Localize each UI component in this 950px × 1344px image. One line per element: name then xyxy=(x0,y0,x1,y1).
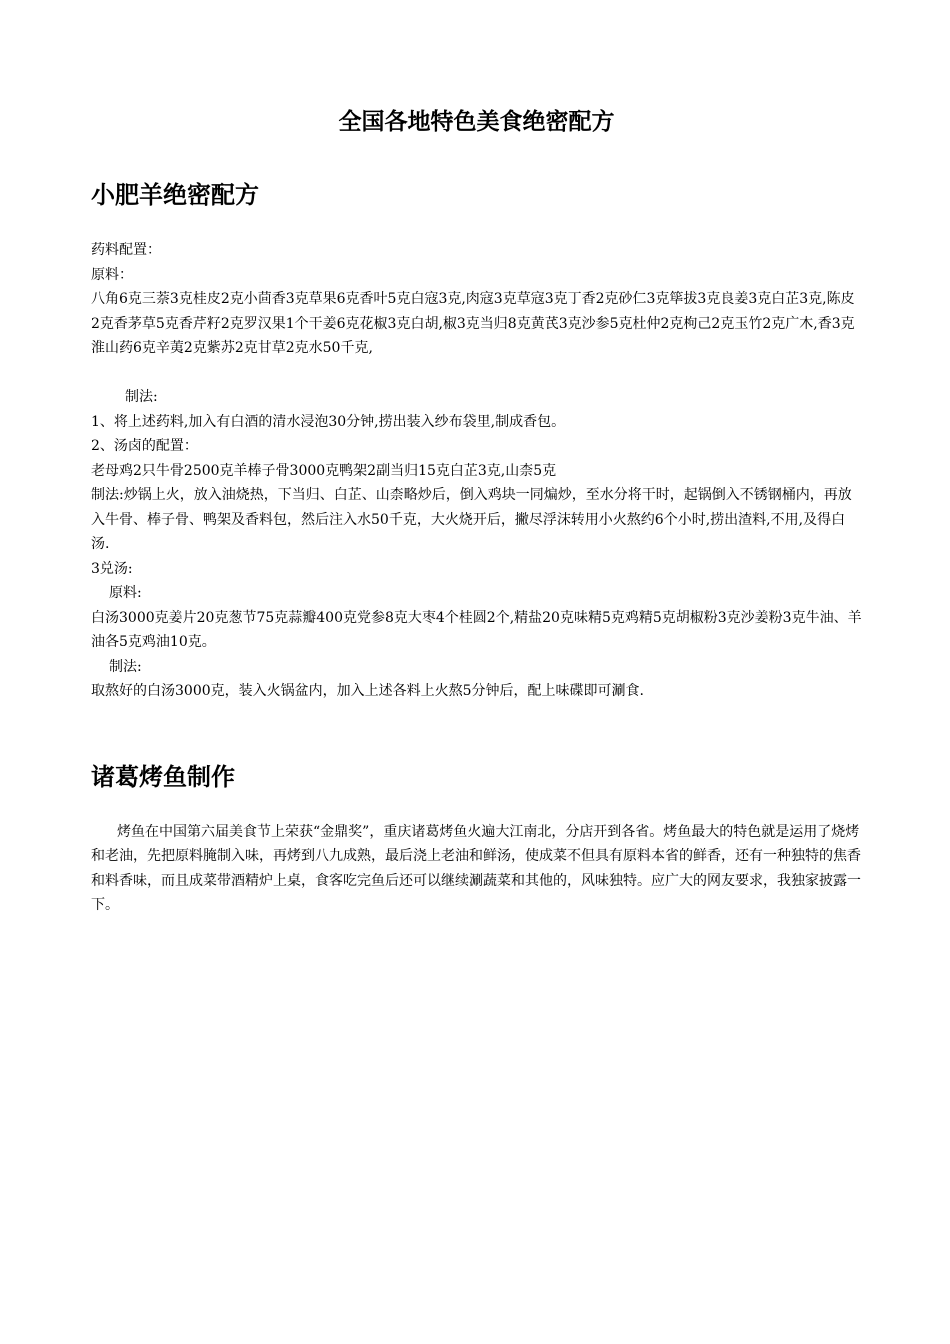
broth-ingredients: 老母鸡2只牛骨2500克羊棒子骨3000克鸭架2副当归15克白芷3克,山柰5克 xyxy=(91,462,557,479)
soup-ingredients-paragraph: 白汤3000克姜片20克葱节75克蒜瓣400克党参8克大枣4个桂圆2个,精盐20克味精5克鸡精5克胡椒粉3克沙姜粉3克牛油、羊油各5克鸡油10克。 xyxy=(91,609,862,650)
soup-method-paragraph: 取熬好的白汤3000克，装入火锅盆内，加入上述各料上火熬5分钟后，配上味碟即可涮食. xyxy=(91,683,644,699)
step-3-title: 3兑汤: xyxy=(91,560,133,577)
grilled-fish-paragraph: 烤鱼在中国第六届美食节上荣获“金鼎奖”，重庆诸葛烤鱼火遍大江南北，分店开到各省。烤鱼最大的特色就是运用了烧烤和老油，先把原料腌制入味，再烤到八九成熟，最后浇上老油和鲜汤，使成菜不但具有原料本省的鲜香，还有一种独特的焦香和料香味，而且成菜带酒精炉上桌，食客吃完鱼后还可以继续涮蔬菜和其他的，风味独特。应广大的网友要求，我独家披露一下。 xyxy=(91,823,861,913)
broth-method-paragraph: 制法:炒锅上火，放入油烧热，下当归、白芷、山柰略炒后，倒入鸡块一同煸炒，至水分将干时，起锅倒入不锈钢桶内，再放入牛骨、棒子骨、鸭架及香料包，然后注入水50千克，大火烧开后，撇尽浮沫转用小火熬约6个小时,捞出渣料,不用,及得白汤. xyxy=(91,487,852,552)
soup-method-label: 制法: xyxy=(109,658,142,675)
section-heading-zhuge-grilled-fish: 诸葛烤鱼制作 xyxy=(91,762,235,791)
section-heading-xiaofeiyang: 小肥羊绝密配方 xyxy=(91,181,259,209)
step-2-title: 2、汤卤的配置： xyxy=(91,438,198,454)
method-label: 制法: xyxy=(125,389,158,405)
line-ingredient-config: 药料配置： xyxy=(91,242,161,258)
step-1: 1、将上述药料,加入有白酒的清水浸泡30分钟,捞出装入纱布袋里,制成香包。 xyxy=(91,413,566,430)
soup-raw-materials-label: 原料: xyxy=(109,585,142,601)
blank-line xyxy=(91,361,862,386)
document-title: 全国各地特色美食绝密配方 xyxy=(338,109,615,135)
line-raw-materials-label: 原料： xyxy=(91,266,133,283)
spice-list-paragraph: 八角6克三萘3克桂皮2克小茴香3克草果6克香叶5克白寇3克,肉寇3克草寇3克丁香2克砂仁3克筚拔3克良姜3克白芷3克,陈皮2克香茅草5克香芹籽2克罗汉果1个干姜6克花椒3克白胡,椒3克当归8克黄芪3克沙参5克杜仲2克枸己2克玉竹2克广木,香3克淮山药6克辛荑2克紫苏2克甘草2克水50千克, xyxy=(91,291,855,356)
